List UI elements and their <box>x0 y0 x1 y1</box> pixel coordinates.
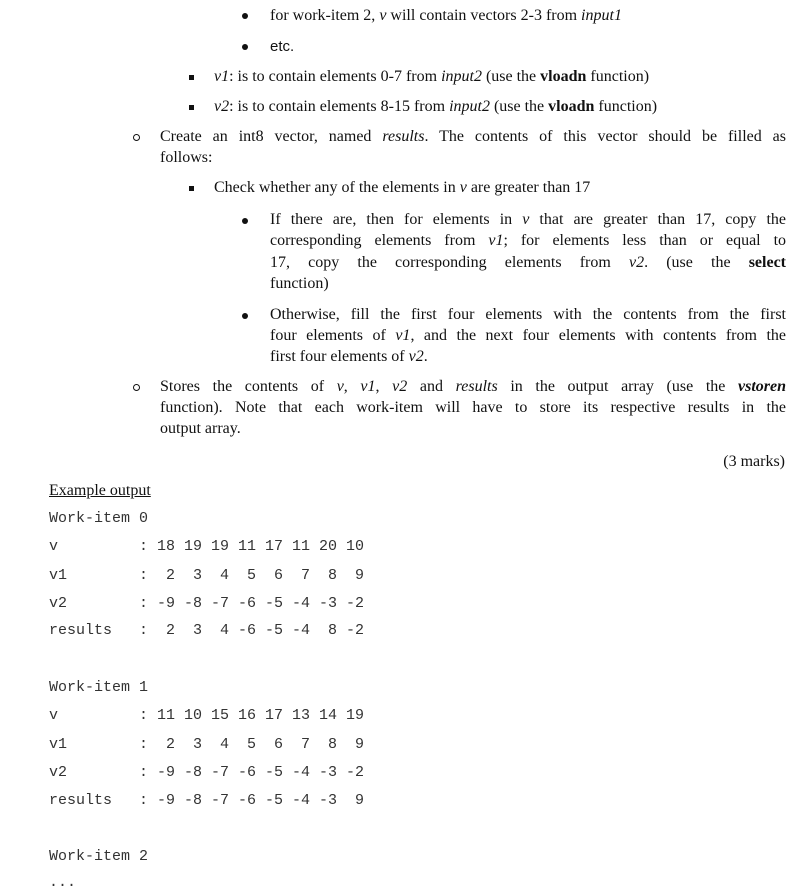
ellipsis: ... <box>49 874 77 891</box>
if-line-4: function) <box>270 275 329 292</box>
row-values: : -9 -8 -7 -6 -5 -4 -3 9 <box>139 792 365 809</box>
create-results-line-1: Create an int8 vector, named results. The contents of this vector should be filled as <box>160 128 786 145</box>
bullet-square-icon <box>189 75 194 80</box>
bullet-dot-icon <box>242 13 248 19</box>
bullet-circle-icon <box>133 134 140 141</box>
if-line-2: corresponding elements from v1; for elements less than or equal to <box>270 232 787 249</box>
bullet-circle-icon <box>133 384 140 391</box>
stores-line-1: Stores the contents of v, v1, v2 and results in the output array (use the vstoren <box>160 378 787 395</box>
bullet-dot-icon <box>242 44 248 50</box>
stores-line-2: function). Note that each work-item will have to store its respective results in the <box>160 399 786 416</box>
bullet-square-icon <box>189 105 194 110</box>
row-values: : -9 -8 -7 -6 -5 -4 -3 -2 <box>139 764 365 781</box>
work-item-1-title: Work-item 1 <box>49 679 149 696</box>
item-v2: v2: is to contain elements 8-15 from input2 (use the vloadn function) <box>214 98 658 115</box>
row-values: : 2 3 4 5 6 7 8 9 <box>139 567 365 584</box>
row-label: v1 <box>49 736 68 753</box>
row-values: : 2 3 4 -6 -5 -4 8 -2 <box>139 622 365 639</box>
row-label: v2 <box>49 764 68 781</box>
if-line-1: If there are, then for elements in v that are greater than 17, copy the <box>270 211 786 228</box>
stores-line-3: output array. <box>160 420 241 437</box>
row-label: results <box>49 792 113 809</box>
item-v1: v1: is to contain elements 0-7 from input2 (use the vloadn function) <box>214 68 650 85</box>
work-item-2-title: Work-item 2 <box>49 848 149 865</box>
row-values: : 2 3 4 5 6 7 8 9 <box>139 736 365 753</box>
row-values: : 18 19 19 11 17 11 20 10 <box>139 538 365 555</box>
else-line-1: Otherwise, fill the first four elements with the contents from the first <box>270 306 786 323</box>
create-results-line-2: follows: <box>160 149 213 166</box>
row-label: v1 <box>49 567 68 584</box>
if-line-3: 17, copy the corresponding elements from v2. (use the select <box>270 254 787 271</box>
bullet-etc: etc. <box>270 38 295 55</box>
row-label: v <box>49 538 59 555</box>
example-output-heading: Example output <box>49 482 151 499</box>
bullet-dot-icon <box>242 218 248 224</box>
marks-label: (3 marks) <box>723 453 785 470</box>
row-label: v <box>49 707 59 724</box>
else-line-2: four elements of v1, and the next four elements with contents from the <box>270 327 786 344</box>
check-condition: Check whether any of the elements in v are greater than 17 <box>214 179 591 196</box>
else-line-3: first four elements of v2. <box>270 348 428 365</box>
row-label: v2 <box>49 595 68 612</box>
row-values: : -9 -8 -7 -6 -5 -4 -3 -2 <box>139 595 365 612</box>
bullet-work-item-2: for work-item 2, v will contain vectors 2-3 from input1 <box>270 7 622 24</box>
work-item-0-title: Work-item 0 <box>49 510 149 527</box>
bullet-dot-icon <box>242 313 248 319</box>
row-label: results <box>49 622 113 639</box>
bullet-square-icon <box>189 186 194 191</box>
row-values: : 11 10 15 16 17 13 14 19 <box>139 707 365 724</box>
